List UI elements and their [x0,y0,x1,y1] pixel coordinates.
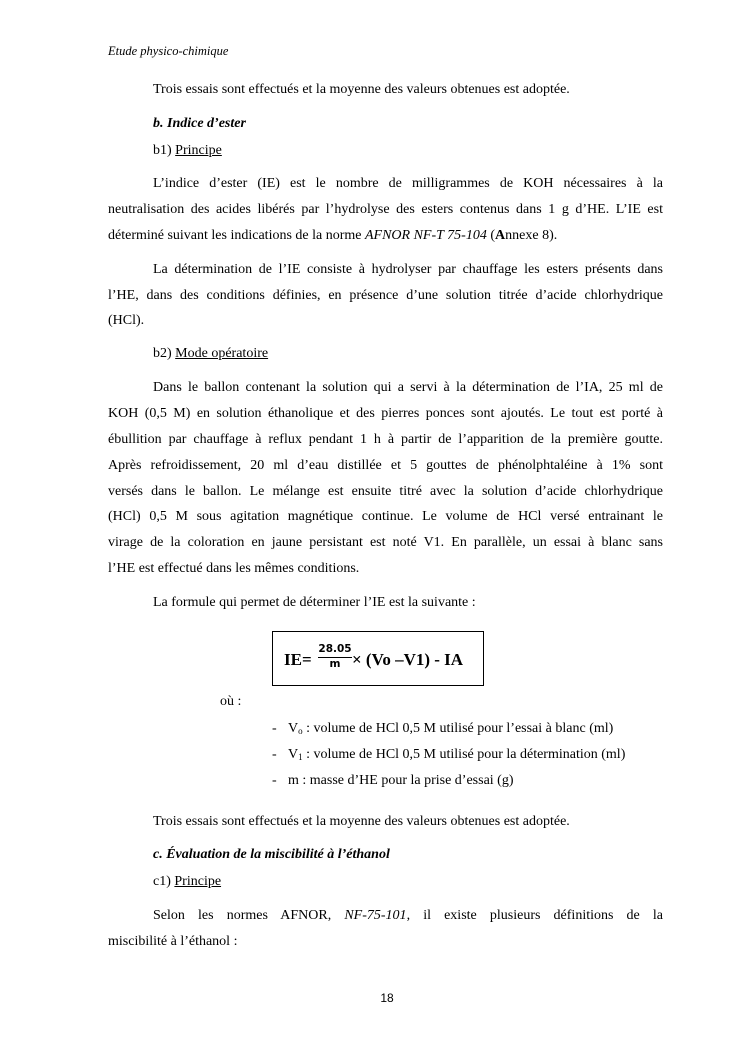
variable: V [288,721,299,736]
text-span: A [495,228,506,243]
text-span: ( [486,228,496,243]
norm-reference: AFNOR NF-T 75-104 [364,228,487,243]
subsection-prefix: b1) [153,143,176,158]
paragraph-line: Après refroidissement, 20 ml d’eau distillée et 5 gouttes de phénolphtaléine à 1% sont [108,458,663,473]
list-bullet: - [272,721,277,736]
formula-rhs: × (Vo –V1) - IA [352,650,464,669]
list-item-text: : volume de HCl 0,5 M utilisé pour la détermination (ml) [302,747,626,762]
text-span: nnexe 8). [505,228,558,243]
subsection-label: Principe [174,874,222,889]
paragraph-line: ébullition par chauffage à reflux pendant 1 h à partir de l’apparition de la première goutte. [108,432,663,447]
paragraph-line: L’indice d’ester (IE) est le nombre de milligrammes de KOH nécessaires à la [153,176,663,191]
text-line: Trois essais sont effectués et la moyenne des valeurs obtenues est adoptée. [153,82,570,97]
where-label: où : [220,694,242,709]
paragraph-line: l’HE est effectué dans les mêmes conditions. [108,561,360,576]
list-item [272,773,514,789]
norm-reference: NF-75-101 [344,908,407,923]
paragraph-line: Dans le ballon contenant la solution qui a servi à la détermination de l’IA, 25 ml de [153,380,663,395]
list-item [272,721,613,737]
list-bullet: - [272,747,277,762]
subsection-label: Principe [175,143,222,158]
paragraph-line [108,228,663,244]
paragraph-line: virage de la coloration en jaune persistant est noté V1. En parallèle, un essai à blanc sans [108,535,663,550]
formula-numerator: 28.05 [318,643,352,658]
text-span: déterminé suivant les indications de la norme [108,228,365,243]
subsection-prefix: c1) [153,874,175,889]
variable-subscript: 1 [298,752,303,762]
page-number: 18 [380,991,394,1005]
list-item [272,747,625,763]
section-heading-c: c. Évaluation de la miscibilité à l’éthanol [153,847,390,862]
list-item-text: m : masse d’HE pour la prise d’essai (g) [288,773,514,788]
list-bullet: - [272,773,277,788]
list-item-text: : volume de HCl 0,5 M utilisé pour l’essai à blanc (ml) [302,721,614,736]
subsection-heading-c1 [153,874,221,890]
subsection-heading-b1 [153,143,222,159]
section-heading-b: b. Indice d’ester [153,116,246,131]
running-header: Etude physico-chimique [108,44,229,58]
paragraph-line: La détermination de l’IE consiste à hydrolyser par chauffage les esters présents dans [153,262,663,277]
formula-fraction [318,643,352,671]
paragraph-line: KOH (0,5 M) en solution éthanolique et des pierres ponces sont ajoutés. Le tout est porté à [108,406,663,421]
text-line: Trois essais sont effectués et la moyenne des valeurs obtenues est adoptée. [153,814,570,829]
subsection-heading-b2 [153,346,268,362]
text-span: Selon les normes AFNOR, [153,908,345,923]
formula-intro: La formule qui permet de déterminer l’IE est la suivante : [153,595,476,610]
variable-subscript: o [298,726,303,736]
paragraph-line: versés dans le ballon. Le mélange est ensuite titré avec la solution d’acide chlorhydrique [108,484,663,499]
formula-denominator: m [329,658,341,670]
paragraph-line: neutralisation des acides libérés par l’hydrolyse des esters contenus dans 1 g d’HE. L’IE est [108,202,663,217]
paragraph-line: miscibilité à l’éthanol : [108,934,238,949]
paragraph-line [153,908,663,924]
paragraph-line: l’HE, dans des conditions définies, en présence d’une solution titrée d’acide chlorhydrique [108,288,663,303]
formula-box [272,631,484,686]
variable: V [288,747,299,762]
formula-lhs: IE= [284,650,312,669]
subsection-prefix: b2) [153,346,176,361]
paragraph-line: (HCl). [108,313,145,328]
paragraph-line: (HCl) 0,5 M sous agitation magnétique continue. Le volume de HCl versé entrainant le [108,509,663,524]
text-span: , il existe plusieurs définitions de la [406,908,663,923]
subsection-label: Mode opératoire [175,346,269,361]
